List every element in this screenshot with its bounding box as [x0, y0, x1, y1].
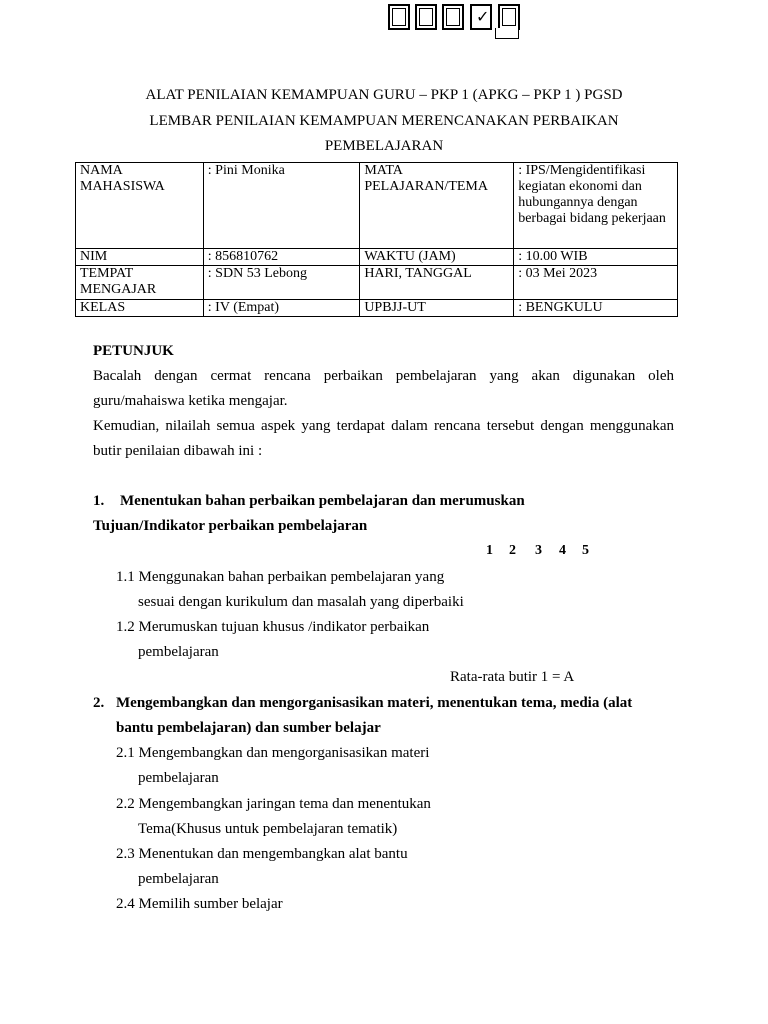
table-cell: : Pini Monika	[203, 163, 360, 249]
table-cell: : 856810762	[203, 249, 360, 266]
score-label-2: 2	[509, 543, 516, 558]
table-cell: : IPS/Mengidentifikasi kegiatan ekonomi dan hubungannya dengan berbagai bidang pekerjaan	[514, 163, 678, 249]
checkmark-icon: ✓	[476, 7, 490, 26]
table-cell: HARI, TANGGAL	[360, 266, 514, 300]
table-row	[76, 163, 678, 249]
table-cell: NAMA MAHASISWA	[76, 163, 204, 249]
section-1-number: 1.	[93, 493, 105, 509]
table-cell: : SDN 53 Lebong	[203, 266, 360, 300]
table-cell: TEMPAT MENGAJAR	[76, 266, 204, 300]
score-label-1: 1	[486, 543, 493, 558]
checkbox-group	[388, 4, 528, 40]
table-cell: : BENGKULU	[514, 300, 678, 317]
item-2-4-line-1: 2.4 Memilih sumber belajar	[116, 896, 283, 912]
item-2-3-line-2: pembelajaran	[138, 871, 219, 887]
table-cell: : 03 Mei 2023	[514, 266, 678, 300]
item-1-1-line-1: 1.1 Menggunakan bahan perbaikan pembelajaran yang	[116, 569, 445, 585]
section-2-heading-line-1: Mengembangkan dan mengorganisasikan materi, menentukan tema, media (alat	[116, 695, 633, 711]
item-1-2-line-1: 1.2 Merumuskan tujuan khusus /indikator perbaikan	[116, 619, 430, 635]
petunjuk-paragraph-2-line-2: butir penilaian dibawah ini :	[93, 443, 263, 459]
petunjuk-heading: PETUNJUK	[93, 343, 174, 359]
table-row	[76, 266, 678, 300]
table-cell: : IV (Empat)	[203, 300, 360, 317]
table-cell: : 10.00 WIB	[514, 249, 678, 266]
score-label-5: 5	[582, 543, 589, 558]
title-line-1: ALAT PENILAIAN KEMAMPUAN GURU – PKP 1 (APKG – PKP 1 ) PGSD	[145, 87, 623, 103]
item-2-1-line-2: pembelajaran	[138, 770, 219, 786]
petunjuk-paragraph-1-line-2: guru/mahaiswa ketika mengajar.	[93, 393, 288, 409]
section-1-heading-line-1: Menentukan bahan perbaikan pembelajaran dan merumuskan	[120, 493, 525, 509]
item-2-3-line-1: 2.3 Menentukan dan mengembangkan alat bantu	[116, 846, 408, 862]
checkbox-4-checked[interactable]	[470, 4, 492, 30]
table-cell: KELAS	[76, 300, 204, 317]
item-2-2-line-1: 2.2 Mengembangkan jaringan tema dan menentukan	[116, 796, 431, 812]
checkbox-2[interactable]	[415, 4, 437, 30]
item-2-2-line-2: Tema(Khusus untuk pembelajaran tematik)	[138, 821, 398, 837]
table-cell: MATA PELAJARAN/TEMA	[360, 163, 514, 249]
table-cell: NIM	[76, 249, 204, 266]
item-1-2-line-2: pembelajaran	[138, 644, 219, 660]
checkbox-5[interactable]	[498, 4, 520, 30]
score-label-4: 4	[559, 543, 566, 558]
title-line-2: LEMBAR PENILAIAN KEMAMPUAN MERENCANAKAN PERBAIKAN	[149, 113, 619, 129]
table-row	[76, 300, 678, 317]
item-1-1-line-2: sesuai dengan kurikulum dan masalah yang diperbaiki	[138, 594, 464, 610]
checkbox-3[interactable]	[442, 4, 464, 30]
student-info-table	[75, 162, 678, 317]
checkbox-1[interactable]	[388, 4, 410, 30]
section-1-heading-line-2: Tujuan/Indikator perbaikan pembelajaran	[93, 518, 368, 534]
section-2-heading-line-2: bantu pembelajaran) dan sumber belajar	[116, 720, 381, 736]
section-2-number: 2.	[93, 695, 105, 711]
table-cell: UPBJJ-UT	[360, 300, 514, 317]
petunjuk-paragraph-2-line-1: Kemudian, nilailah semua aspek yang terdapat dalam rencana tersebut dengan menggunakan	[93, 418, 674, 434]
average-score-label: Rata-rata butir 1 = A	[450, 669, 575, 685]
item-2-1-line-1: 2.1 Mengembangkan dan mengorganisasikan materi	[116, 745, 430, 761]
score-label-3: 3	[535, 543, 542, 558]
checkbox-tab	[495, 28, 519, 39]
table-row	[76, 249, 678, 266]
table-cell: WAKTU (JAM)	[360, 249, 514, 266]
petunjuk-paragraph-1-line-1: Bacalah dengan cermat rencana perbaikan pembelajaran yang akan digunakan oleh	[93, 368, 674, 384]
title-line-3: PEMBELAJARAN	[324, 138, 444, 154]
